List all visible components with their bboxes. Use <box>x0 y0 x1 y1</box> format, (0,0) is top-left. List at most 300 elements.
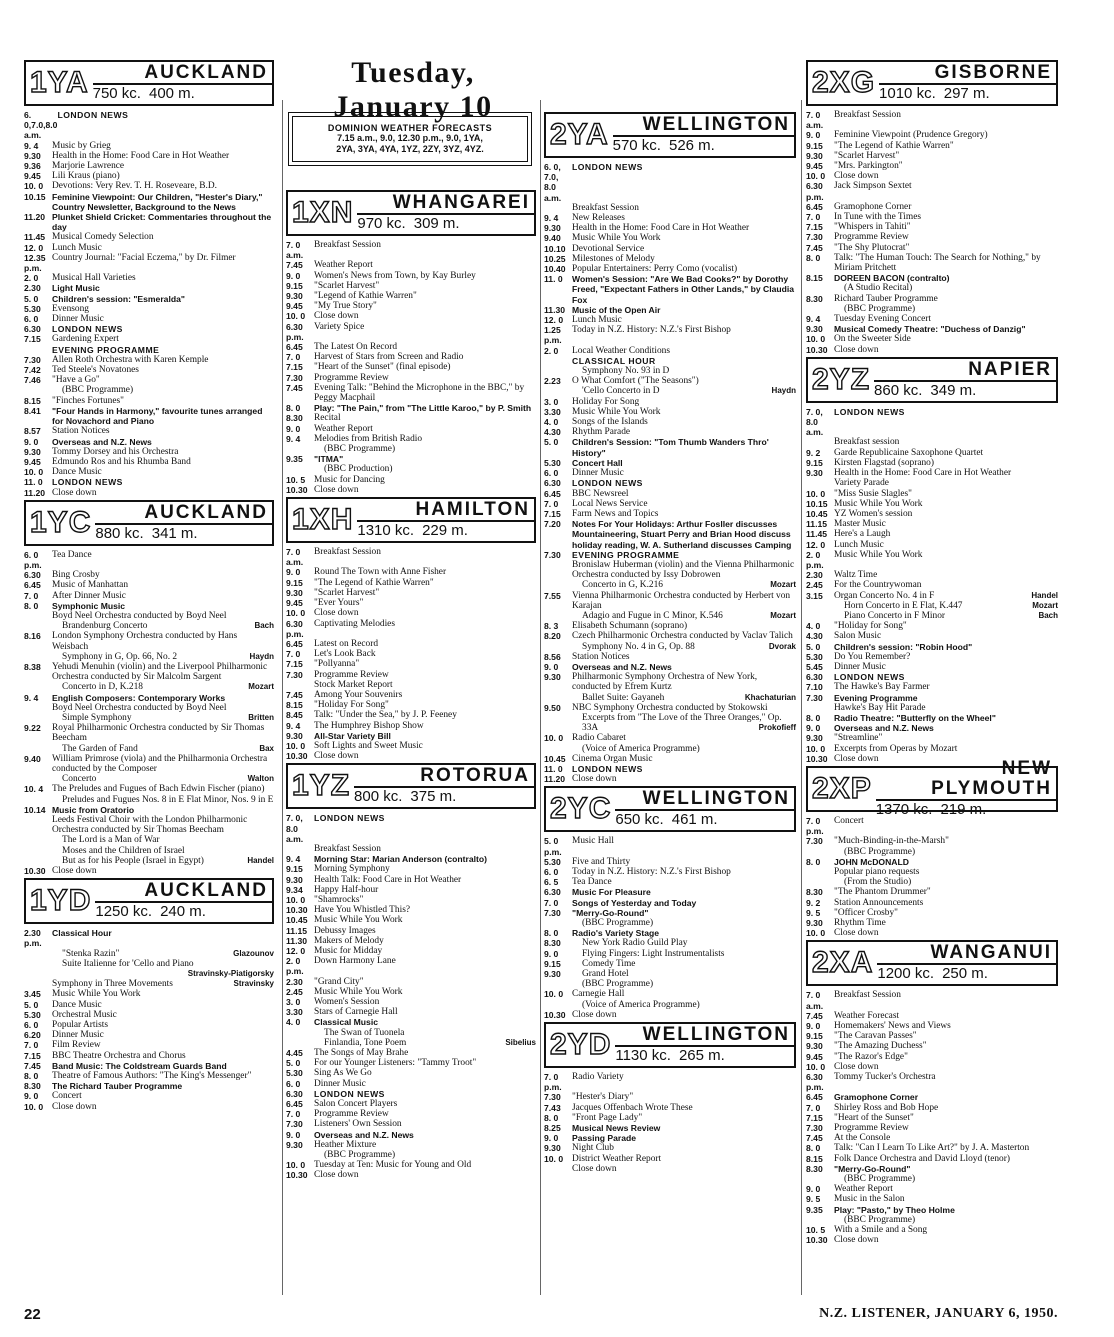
programme-entry <box>806 631 1058 641</box>
programme-text: Close down <box>834 344 879 355</box>
programme-text: Health Talk: Food Care in Hot Weather <box>314 874 462 885</box>
programme-entry <box>544 754 796 764</box>
programme-time: 10. 0 <box>544 989 564 1000</box>
station-wavelength: 240 m. <box>160 903 206 921</box>
programme-title <box>834 733 1058 743</box>
programme-time: 12. 0 <box>806 539 826 550</box>
programme-entry <box>24 447 274 457</box>
programme-title <box>52 294 274 304</box>
programme-title <box>52 713 274 723</box>
programme-list <box>544 1072 796 1174</box>
programme-text: Salon Concert Players <box>314 1099 398 1110</box>
programme-title <box>834 591 1058 601</box>
composer-name: Bach <box>1038 610 1058 620</box>
programme-time: 9.50 <box>544 702 561 713</box>
programme-text: Musical Comedy Selection <box>52 232 154 243</box>
programme-title <box>52 488 274 498</box>
column-rule <box>540 100 541 1295</box>
programme-title <box>314 670 536 680</box>
programme-text: Popular Entertainers: Perry Como (vocalist) <box>572 264 738 275</box>
programme-time: 6.30 p.m. <box>286 321 304 342</box>
programme-text: LONDON NEWS <box>314 813 385 824</box>
programme-text: Kirsten Flagstad (soprano) <box>834 457 934 468</box>
programme-time <box>24 856 52 866</box>
programme-text: Rhythm Parade <box>572 427 631 438</box>
programme-entry <box>286 413 536 423</box>
programme-text: Adagio and Fugue in C Minor, K.546 <box>582 610 723 621</box>
programme-entry <box>24 979 274 989</box>
programme-title <box>572 1164 796 1174</box>
programme-title <box>314 547 536 567</box>
programme-entry <box>544 417 796 427</box>
programme-entry <box>24 1061 274 1071</box>
programme-title <box>572 274 796 305</box>
programme-time: 9.15 <box>806 1031 823 1042</box>
programme-text: Finlandia, Tone Poem <box>324 1037 407 1048</box>
programme-title <box>314 1099 536 1109</box>
programme-entry <box>806 908 1058 918</box>
programme-text: Today in N.Z. History: N.Z.'s First Bishop <box>572 325 731 336</box>
programme-text: "Heart of the Sunset" <box>834 1112 914 1123</box>
programme-time: 6.30 p.m. <box>806 1072 824 1093</box>
programme-title <box>572 315 796 325</box>
programme-entry <box>806 713 1058 723</box>
programme-entry <box>24 396 274 406</box>
programme-time: 8.45 <box>286 710 303 721</box>
programme-entry <box>24 1010 274 1020</box>
programme-entry <box>544 264 796 274</box>
programme-entry <box>544 376 796 386</box>
programme-title <box>834 437 1058 447</box>
programme-entry <box>24 621 274 631</box>
programme-time: 6. 0 <box>544 468 559 479</box>
programme-time: 7.30 <box>544 549 561 560</box>
programme-entry <box>544 1103 796 1113</box>
programme-text: Do You Remember? <box>834 651 911 662</box>
programme-time <box>544 366 572 376</box>
programme-title <box>572 754 796 764</box>
programme-title <box>314 885 536 895</box>
programme-entry <box>806 540 1058 550</box>
programme-entry <box>286 1089 536 1099</box>
programme-entry <box>286 485 536 495</box>
programme-entry <box>286 373 536 383</box>
programme-title <box>834 110 1058 130</box>
programme-entry <box>24 488 274 498</box>
programme-text: Edmundo Ros and his Rhumba Band <box>52 456 191 467</box>
programme-title <box>572 1092 796 1102</box>
programme-entry <box>544 1133 796 1143</box>
programme-text: Popular Artists <box>52 1020 108 1031</box>
programme-entry <box>286 619 536 639</box>
programme-text: (BBC Programme) <box>844 846 916 857</box>
programme-time: 9. 4 <box>544 213 559 224</box>
programme-entry <box>806 345 1058 355</box>
programme-title <box>572 233 796 243</box>
programme-time: 10. 0 <box>806 334 826 345</box>
programme-entry <box>24 774 274 784</box>
programme-title <box>52 1061 274 1071</box>
programme-title <box>57 110 274 141</box>
programme-text: "The Legend of Kathie Warren" <box>314 577 434 588</box>
programme-time: 4.30 <box>544 427 561 438</box>
programme-entry <box>806 1113 1058 1123</box>
programme-time: 9.15 <box>544 958 561 969</box>
programme-title <box>314 926 536 936</box>
programme-entry <box>286 1170 536 1180</box>
programme-entry <box>286 956 536 976</box>
programme-title <box>834 1123 1058 1133</box>
programme-text: Excerpts from Operas by Mozart <box>834 743 958 754</box>
programme-entry <box>544 693 796 703</box>
programme-title <box>834 1205 1058 1215</box>
programme-time: 7.15 <box>544 508 561 519</box>
programme-text: Ted Steele's Novatones <box>52 365 139 376</box>
programme-title <box>572 1072 796 1092</box>
programme-title <box>52 192 274 212</box>
programme-entry <box>806 693 1058 703</box>
programme-text: "The Legend of Kathie Warren" <box>834 140 954 151</box>
programme-time: 4. 0 <box>286 1017 301 1028</box>
programme-time <box>544 356 572 366</box>
programme-text: Radio Cabaret <box>572 733 626 744</box>
programme-text: Music of Manhattan <box>52 580 129 591</box>
programme-time: 10.30 <box>286 1170 308 1181</box>
station-city: WELLINGTON <box>613 115 794 137</box>
programme-text: Yehudi Menuhin (violin) and the Liverpool Philharmonic Orchestra conducted by Sir Malcolm Sargent <box>52 661 268 683</box>
programme-title <box>572 857 796 867</box>
programme-title <box>52 774 274 784</box>
programme-time: 7. 0 <box>806 212 821 223</box>
programme-time: 9.30 <box>24 150 41 161</box>
programme-time: 10. 0 <box>286 894 306 905</box>
programme-time: 10.14 <box>24 804 46 815</box>
programme-time <box>24 713 52 723</box>
programme-title <box>314 434 536 444</box>
programme-title <box>314 875 536 885</box>
programme-title <box>52 1020 274 1030</box>
programme-time: 9.30 <box>806 150 823 161</box>
programme-time: 9.30 <box>286 874 303 885</box>
station-block <box>24 878 274 1112</box>
programme-entry <box>544 591 796 611</box>
programme-entry <box>544 366 796 376</box>
programme-title <box>314 1017 536 1027</box>
programme-title <box>314 1130 536 1140</box>
composer-name: Stravinsky-Piatigorsky <box>187 969 274 979</box>
programme-entry <box>806 662 1058 672</box>
programme-time <box>544 203 572 213</box>
programme-text: Children's session: "Robin Hood" <box>834 641 973 652</box>
station-header <box>286 190 536 236</box>
programme-time: 9. 5 <box>806 1194 821 1205</box>
programme-time: 8.56 <box>544 651 561 662</box>
programme-entry <box>24 1051 274 1061</box>
programme-time: 6.30 p.m. <box>286 618 304 639</box>
programme-text: Close down <box>52 866 97 877</box>
programme-entry <box>544 489 796 499</box>
programme-entry <box>286 895 536 905</box>
programme-title <box>572 213 796 223</box>
programme-time: 7.45 <box>806 1133 823 1144</box>
programme-time: 7.15 <box>286 659 303 670</box>
programme-time <box>286 1028 314 1038</box>
programme-text: "Holiday for Song" <box>834 621 907 632</box>
programme-time <box>24 682 52 692</box>
programme-time: 8.57 <box>24 426 41 437</box>
programme-time: 9. 5 <box>806 907 821 918</box>
programme-time: 2. 0 <box>544 345 559 356</box>
programme-title <box>52 457 274 467</box>
programme-entry <box>806 672 1058 682</box>
programme-entry <box>806 468 1058 478</box>
programme-text: Music from Oratorio <box>52 804 135 815</box>
programme-list <box>286 547 536 761</box>
programme-title <box>572 519 796 550</box>
station-frequency: 1370 kc. <box>875 800 933 818</box>
programme-entry <box>286 281 536 291</box>
programme-text: Tea Dance <box>52 549 92 560</box>
programme-entry <box>806 1205 1058 1215</box>
programme-entry <box>544 437 796 457</box>
programme-time: 5.30 <box>286 1068 303 1079</box>
station-city: WHANGAREI <box>357 193 534 215</box>
programme-time <box>544 386 572 396</box>
programme-entry <box>286 1048 536 1058</box>
programme-title <box>52 334 274 344</box>
programme-text: Garde Republicaine Saxophone Quartet <box>834 447 984 458</box>
programme-title <box>52 846 274 856</box>
programme-entry <box>806 458 1058 468</box>
programme-entry <box>806 816 1058 836</box>
programme-entry <box>24 334 274 344</box>
station-header <box>806 357 1058 403</box>
programme-entry <box>544 1092 796 1102</box>
programme-title <box>52 621 274 631</box>
station-block <box>806 940 1058 1245</box>
programme-time: 8. 0 <box>544 928 559 939</box>
programme-text: After Dinner Music <box>52 590 126 601</box>
programme-text: Horn Concerto in E Flat, K.447 <box>844 600 963 611</box>
programme-time: 7.30 <box>806 1123 823 1134</box>
programme-title <box>834 672 1058 682</box>
programme-time <box>24 979 52 989</box>
programme-title <box>572 969 796 979</box>
programme-entry <box>24 928 274 948</box>
programme-text: Symphony No. 4 in G, Op. 88 <box>582 641 695 652</box>
programme-time: 11.20 <box>544 774 566 785</box>
programme-entry <box>806 601 1058 611</box>
programme-entry <box>806 1041 1058 1051</box>
programme-title <box>52 693 274 703</box>
programme-time: 10. 0 <box>806 171 826 182</box>
programme-text: "The Razor's Edge" <box>834 1051 908 1062</box>
column-3 <box>544 110 796 1174</box>
programme-entry <box>544 1113 796 1123</box>
programme-title <box>314 567 536 577</box>
programme-title <box>314 578 536 588</box>
station-wavelength: 219 m. <box>940 800 987 818</box>
programme-title <box>52 1000 274 1010</box>
programme-time: 7.15 <box>24 1050 41 1061</box>
page-number: 22 <box>24 1306 41 1323</box>
station-block <box>24 500 274 877</box>
programme-entry <box>544 305 796 315</box>
programme-title <box>834 232 1058 242</box>
programme-entry <box>806 519 1058 529</box>
programme-list <box>806 407 1058 764</box>
programme-entry <box>286 547 536 567</box>
programme-entry <box>24 703 274 713</box>
programme-text: "My True Story" <box>314 301 377 312</box>
programme-entry <box>24 989 274 999</box>
programme-time: 8.25 <box>544 1123 561 1134</box>
station-block <box>24 60 274 498</box>
programme-text: Excerpts from "The Love of the Three Oranges," Op. 33A <box>582 712 782 734</box>
station-callsign: 2XP <box>812 771 872 805</box>
station-block <box>544 786 796 1020</box>
programme-title <box>52 253 274 273</box>
programme-entry <box>286 997 536 1007</box>
programme-title <box>314 485 536 495</box>
programme-time <box>544 713 572 733</box>
programme-time: 7.20 <box>544 519 561 530</box>
programme-text: Concert Hall <box>572 457 623 468</box>
station-callsign: 1XN <box>292 196 354 229</box>
programme-title <box>834 1133 1058 1143</box>
programme-text: Music While You Work <box>314 986 403 997</box>
programme-entry <box>286 1160 536 1170</box>
programme-time: 7.15 <box>806 1112 823 1123</box>
programme-text: Royal Philharmonic Orchestra conducted by Sir Thomas Beecham <box>52 723 265 744</box>
programme-title <box>834 990 1058 1010</box>
programme-text: For the Countrywoman <box>834 580 922 591</box>
programme-title <box>314 915 536 925</box>
programme-entry <box>544 254 796 264</box>
programme-text: Waltz Time <box>834 570 878 581</box>
programme-time: 6.30 <box>544 887 561 898</box>
programme-text: Health in the Home: Food Care in Hot Weather <box>834 468 1012 479</box>
programme-title <box>572 223 796 233</box>
programme-text: (BBC Production) <box>324 464 393 475</box>
programme-text: Theatre of Famous Authors: "The King's Messenger" <box>52 1071 252 1082</box>
programme-text: Close down <box>834 171 879 182</box>
programme-list <box>24 550 274 877</box>
programme-entry <box>286 690 536 700</box>
programme-title <box>52 141 274 151</box>
programme-entry <box>286 1068 536 1078</box>
programme-time: 7. 0, 8.0 a.m. <box>286 813 304 844</box>
programme-title <box>52 805 274 815</box>
programme-time: 7.45 <box>24 1060 41 1071</box>
programme-title <box>572 550 796 560</box>
programme-entry <box>286 1007 536 1017</box>
programme-title <box>834 202 1058 212</box>
programme-title <box>572 867 796 877</box>
programme-entry <box>544 274 796 305</box>
programme-entry <box>806 1194 1058 1204</box>
programme-title <box>834 489 1058 499</box>
programme-title <box>314 260 536 270</box>
programme-title <box>52 1091 274 1101</box>
composer-name: Khachaturian <box>744 692 796 702</box>
programme-time: 7.15 <box>286 362 303 373</box>
programme-title <box>314 1170 536 1180</box>
programme-title <box>52 437 274 447</box>
programme-time: 8.15 <box>806 273 823 284</box>
programme-text: NBC Symphony Orchestra conducted by Stokowski <box>572 702 768 713</box>
station-frequency: 650 kc. <box>615 811 664 829</box>
programme-time: 9. 4 <box>286 433 301 444</box>
programme-entry <box>24 1020 274 1030</box>
programme-entry <box>544 346 796 356</box>
programme-time: 7. 0 <box>24 590 39 601</box>
programme-title <box>52 426 274 436</box>
programme-text: Dinner Music <box>834 661 886 672</box>
column-rule <box>801 100 802 1295</box>
programme-title <box>834 693 1058 703</box>
programme-text: Dance Music <box>52 467 102 478</box>
programme-time: 6.45 <box>286 1099 303 1110</box>
programme-text: "Grand City" <box>314 976 364 987</box>
programme-entry <box>544 468 796 478</box>
programme-title <box>314 424 536 434</box>
programme-text: Weather Forecast <box>834 1010 900 1021</box>
programme-text: Five and Thirty <box>572 856 631 867</box>
programme-time: 11. 0 <box>544 274 563 285</box>
programme-time <box>24 949 52 959</box>
programme-text: (BBC Programme) <box>324 444 396 455</box>
programme-time: 12. 0 <box>544 315 564 326</box>
programme-title <box>572 489 796 499</box>
programme-text: Health in the Home: Food Care in Hot Weather <box>52 150 230 161</box>
programme-time: 11.15 <box>806 519 828 530</box>
station-frequency: 1200 kc. <box>877 965 935 983</box>
programme-entry <box>24 385 274 395</box>
programme-time: 10. 0 <box>24 181 44 192</box>
programme-title <box>52 856 274 866</box>
programme-title <box>52 1071 274 1081</box>
programme-title <box>52 611 274 621</box>
programme-text: The Richard Tauber Programme <box>52 1081 183 1092</box>
programme-title <box>834 1103 1058 1113</box>
programme-text: Concert <box>52 1091 82 1102</box>
programme-entry <box>286 987 536 997</box>
programme-entry <box>806 847 1058 857</box>
programme-time <box>286 680 314 690</box>
station-wavelength: 265 m. <box>678 1047 725 1065</box>
programme-time: 5. 0 <box>806 641 821 652</box>
programme-list <box>286 813 536 1180</box>
programme-text: Orchestral Music <box>52 1009 117 1020</box>
programme-title <box>834 847 1058 857</box>
programme-entry <box>24 212 274 232</box>
programme-text: Melodies from British Radio <box>314 433 423 444</box>
programme-entry <box>806 273 1058 283</box>
programme-text: "Front Page Lady" <box>572 1112 643 1123</box>
programme-title <box>834 499 1058 509</box>
programme-text: Elisabeth Schumann (soprano) <box>572 621 688 632</box>
programme-time: 10.15 <box>806 498 828 509</box>
programme-time: 9.30 <box>286 587 303 598</box>
programme-text: Dinner Music <box>52 314 104 325</box>
programme-text: Feminine Viewpoint (Prudence Gregory) <box>834 130 988 141</box>
programme-text: "Finches Fortunes" <box>52 395 124 406</box>
programme-list <box>806 816 1058 938</box>
programme-time: 6. 0 <box>24 1020 39 1031</box>
programme-entry <box>806 580 1058 590</box>
programme-time: 2. 0 p.m. <box>806 549 824 570</box>
